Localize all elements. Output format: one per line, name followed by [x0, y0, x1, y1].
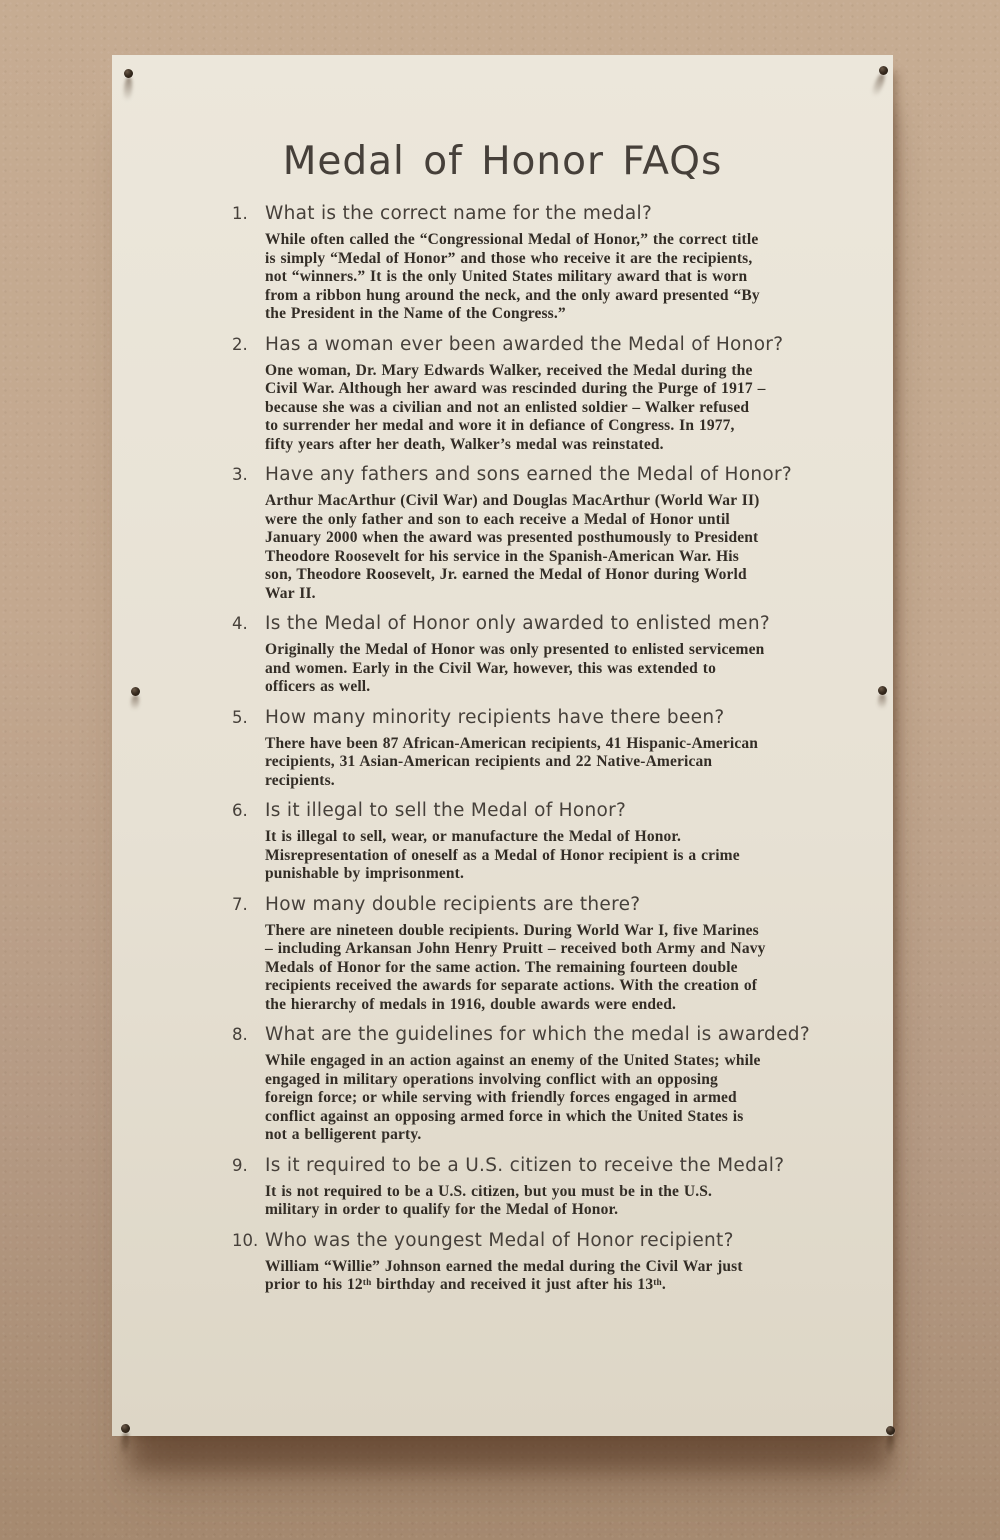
- push-pin-bottom-left-icon: [121, 1424, 130, 1433]
- faq-answer: It is not required to be a U.S. citizen, but you must be in the U.S. military in order to qualify for the Medal of Honor.: [265, 1182, 713, 1218]
- faq-item-6: [232, 800, 893, 884]
- faq-question: What are the guidelines for which the medal is awarded?: [265, 1024, 810, 1045]
- faq-question: Have any fathers and sons earned the Medal of Honor?: [265, 464, 792, 485]
- faq-answer: There have been 87 African-American recipients, 41 Hispanic-American recipients, 31 Asian-American recipients and 22 Native-American recipients.: [265, 734, 759, 789]
- faq-item-5: [232, 707, 893, 791]
- faq-item-9: [232, 1155, 893, 1220]
- faq-number: 2.: [232, 334, 248, 354]
- faq-answer: There are nineteen double recipients. During World War I, five Marines – including Arkansan John Henry Pruitt – received both Army and Navy Medals of Honor for the same action. The remaining fourteen double recipients received the awards for separate actions. With the creation of the hierarchy of medals in 1916, double awards were ended.: [265, 921, 766, 1013]
- faq-question: Is the Medal of Honor only awarded to enlisted men?: [265, 613, 770, 634]
- faq-item-2: [232, 334, 893, 455]
- faq-item-8: [232, 1024, 893, 1145]
- faq-question: What is the correct name for the medal?: [265, 203, 653, 224]
- faq-answer: Arthur MacArthur (Civil War) and Douglas MacArthur (World War II) were the only father and son to each receive a Medal of Honor until January 2000 when the award was presented posthumously to President Theodore Roosevelt for his service in the Spanish-American War. His son, Theodore Roosevelt, Jr. earned the Medal of Honor during World War II.: [265, 492, 760, 602]
- faq-number: 4.: [232, 614, 248, 633]
- faq-number: 8.: [232, 1025, 248, 1044]
- faq-item-1: [232, 203, 893, 324]
- faq-number: 6.: [232, 801, 248, 820]
- faq-answer: Originally the Medal of Honor was only presented to enlisted servicemen and women. Early in the Civil War, however, this was extended to officers as well.: [265, 641, 765, 695]
- faq-number: 7.: [232, 894, 248, 914]
- faq-question: Is it illegal to sell the Medal of Honor?: [265, 800, 627, 821]
- faq-number: 9.: [232, 1155, 248, 1175]
- faq-item-10: [232, 1230, 893, 1295]
- push-pin-top-right-icon: [879, 66, 888, 75]
- faq-poster: [112, 55, 893, 1436]
- faq-answer: One woman, Dr. Mary Edwards Walker, received the Medal during the Civil War. Although her award was rescinded during the Purge of 1917 – because she was a civilian and not an enlisted soldier – Walker refused to surrender her medal and wore it in defiance of Congress. In 1977, fifty years after her death, Walker’s medal was reinstated.: [265, 361, 766, 453]
- faq-question: Has a woman ever been awarded the Medal of Honor?: [265, 333, 784, 355]
- faq-number: 5.: [232, 707, 248, 727]
- push-pin-top-left-icon: [124, 69, 133, 78]
- push-pin-middle-left-icon: [131, 687, 140, 696]
- push-pin-bottom-right-icon: [886, 1426, 895, 1435]
- faq-question: How many double recipients are there?: [265, 893, 641, 915]
- faq-item-3: [232, 464, 893, 603]
- faq-answer: While often called the “Congressional Medal of Honor,” the correct title is simply “Medal of Honor” and those who receive it are the recipients, not “winners.” It is the only United States military award that is worn from a ribbon hung around the neck, and the only award presented “By the President in the Name of the Congress.”: [265, 231, 760, 322]
- faq-list: [112, 184, 893, 1295]
- poster-title: Medal of Honor FAQs: [282, 139, 723, 184]
- faq-question: Is it required to be a U.S. citizen to receive the Medal?: [265, 1154, 785, 1176]
- faq-item-7: [232, 894, 893, 1015]
- faq-item-4: [232, 613, 893, 697]
- faq-question: Who was the youngest Medal of Honor recipient?: [265, 1229, 734, 1251]
- faq-answer: William “Willie” Johnson earned the medal during the Civil War just prior to his 12ᵗʰ birthday and received it just after his 13ᵗʰ.: [265, 1257, 743, 1293]
- faq-number: 10.: [232, 1230, 259, 1250]
- faq-answer: It is illegal to sell, wear, or manufacture the Medal of Honor. Misrepresentation of oneself as a Medal of Honor recipient is a crime punishable by imprisonment.: [265, 828, 740, 882]
- faq-number: 1.: [232, 204, 248, 223]
- faq-answer: While engaged in an action against an enemy of the United States; while engaged in military operations involving conflict with an opposing foreign force; or while serving with friendly forces engaged in armed conflict against an opposing armed force in which the United States is not a belligerent party.: [265, 1052, 761, 1143]
- faq-question: How many minority recipients have there been?: [265, 706, 725, 728]
- faq-number: 3.: [232, 465, 248, 484]
- push-pin-middle-right-icon: [878, 686, 887, 695]
